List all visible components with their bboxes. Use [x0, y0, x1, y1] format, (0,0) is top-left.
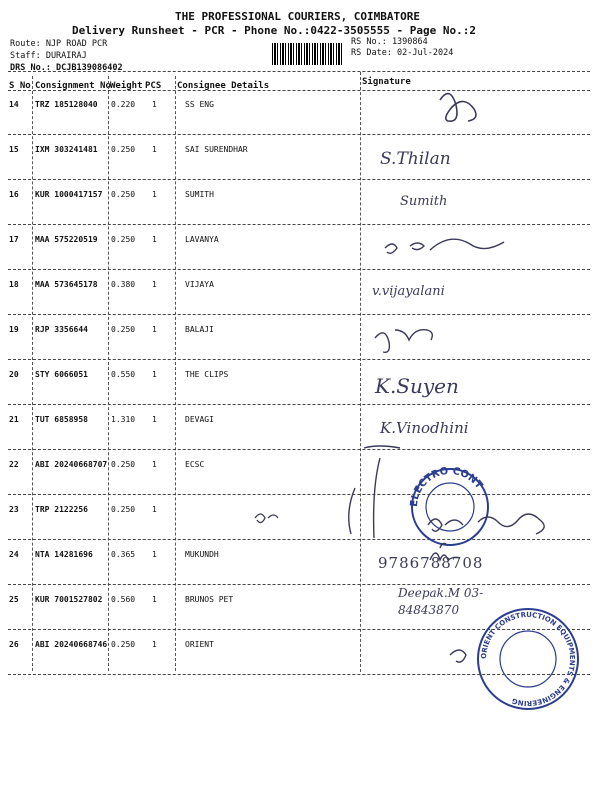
- row-pcs: 1: [152, 370, 157, 379]
- row-consignment: IXM 303241481: [35, 145, 98, 154]
- row-sno: 18: [9, 280, 19, 289]
- row-pcs: 1: [152, 145, 157, 154]
- row-consignment: KUR 7001527802: [35, 595, 103, 604]
- row-signature: S.Thilan: [380, 149, 451, 169]
- company-title: THE PROFESSIONAL COURIERS, COIMBATORE: [175, 10, 421, 23]
- row-consignment: MAA 573645178: [35, 280, 98, 289]
- row-consignee: ORIENT: [185, 640, 214, 649]
- runsheet-title: Delivery Runsheet - PCR - Phone No.:0422-3505555 - Page No.:2: [72, 24, 476, 37]
- row-signature: Deepak.M 03-84843870: [398, 586, 484, 617]
- row-weight: 0.220: [111, 100, 136, 109]
- table-row: [0, 405, 600, 450]
- row-signature: v.vijayalani: [372, 284, 445, 299]
- route-label: Route: NJP ROAD PCR: [10, 39, 108, 49]
- row-pcs: 1: [152, 280, 157, 289]
- col-sno: S No: [9, 81, 31, 91]
- row-sno: 20: [9, 370, 19, 379]
- row-sno: 22: [9, 460, 19, 469]
- row-weight: 0.560: [111, 595, 136, 604]
- table-row: [0, 270, 600, 315]
- col-weight: Weight: [110, 81, 143, 91]
- row-weight: 0.250: [111, 460, 136, 469]
- table-row: [0, 315, 600, 360]
- row-weight: 0.250: [111, 235, 136, 244]
- row-weight: 0.250: [111, 190, 136, 199]
- row-consignment: ABI 20240668746: [35, 640, 108, 649]
- col-pcs: PCS: [145, 81, 162, 91]
- row-consignee: BRUNOS PET: [185, 595, 234, 604]
- row-pcs: 1: [152, 415, 157, 424]
- table-row: [0, 225, 600, 270]
- row-weight: 0.250: [111, 145, 136, 154]
- row-pcs: 1: [152, 550, 157, 559]
- rs-date: RS Date: 02-Jul-2024: [351, 48, 454, 58]
- row-consignee: SAI SURENDHAR: [185, 145, 248, 154]
- row-pcs: 1: [152, 595, 157, 604]
- row-consignee: THE CLIPS: [185, 370, 229, 379]
- row-pcs: 1: [152, 640, 157, 649]
- row-weight: 1.310: [111, 415, 136, 424]
- table-row: [0, 360, 600, 405]
- row-sno: 25: [9, 595, 19, 604]
- header-top-rule: [8, 71, 590, 72]
- row-consignee: SS ENG: [185, 100, 214, 109]
- row-sno: 17: [9, 235, 19, 244]
- row-sno: 21: [9, 415, 19, 424]
- row-weight: 0.250: [111, 325, 136, 334]
- row-weight: 0.250: [111, 640, 136, 649]
- row-consignee: LAVANYA: [185, 235, 219, 244]
- row-signature: 9786788708: [378, 554, 484, 572]
- row-pcs: 1: [152, 235, 157, 244]
- row-consignment: KUR 1000417157: [35, 190, 103, 199]
- table-row: [0, 135, 600, 180]
- row-consignment: TUT 6858958: [35, 415, 88, 424]
- row-signature: K.Suyen: [375, 374, 459, 398]
- row-sno: 14: [9, 100, 19, 109]
- svg-text:ORIENT CONSTRUCTION EQUIPMENTS: [480, 611, 576, 707]
- row-sno: 15: [9, 145, 19, 154]
- rs-number: RS No.: 1390864: [351, 37, 428, 47]
- row-consignee: SUMITH: [185, 190, 214, 199]
- table-row: [0, 180, 600, 225]
- table-row: [0, 495, 600, 540]
- row-signature: K.Vinodhini: [380, 419, 469, 437]
- row-consignee: BALAJI: [185, 325, 214, 334]
- row-pcs: 1: [152, 100, 157, 109]
- row-pcs: 1: [152, 460, 157, 469]
- row-pcs: 1: [152, 190, 157, 199]
- col-signature: Signature: [362, 77, 411, 87]
- col-consignee: Consignee Details: [177, 81, 270, 91]
- electro-stamp: [405, 462, 495, 552]
- orient-stamp: [468, 602, 588, 717]
- row-consignment: RJP 3356644: [35, 325, 88, 334]
- row-pcs: 1: [152, 325, 157, 334]
- row-consignment: ABI 20240668707: [35, 460, 108, 469]
- col-consignment: Consignment No: [35, 81, 111, 91]
- row-weight: 0.250: [111, 505, 136, 514]
- row-sno: 26: [9, 640, 19, 649]
- table-row: [0, 540, 600, 585]
- row-weight: 0.380: [111, 280, 136, 289]
- row-weight: 0.365: [111, 550, 136, 559]
- row-sno: 23: [9, 505, 19, 514]
- barcode: [272, 43, 344, 65]
- orient-stamp-text: ORIENT CONSTRUCTION EQUIPMENTS & ENGINEERING: [479, 610, 577, 708]
- row-sno: 24: [9, 550, 19, 559]
- row-consignment: MAA 575220519: [35, 235, 98, 244]
- row-weight: 0.550: [111, 370, 136, 379]
- row-consignee: DEVAGI: [185, 415, 214, 424]
- staff-label: Staff: DURAIRAJ: [10, 51, 87, 61]
- row-consignment: TRP 2122256: [35, 505, 88, 514]
- row-sno: 16: [9, 190, 19, 199]
- row-consignee: VIJAYA: [185, 280, 214, 289]
- table-row: [0, 90, 600, 135]
- electro-stamp-text: ELECTRO CONT: [408, 465, 485, 508]
- row-consignee: ECSC: [185, 460, 205, 469]
- drs-number: DRS No.: DCJB139086402: [10, 63, 123, 73]
- row-sno: 19: [9, 325, 19, 334]
- row-consignment: NTA 14281696: [35, 550, 93, 559]
- row-consignee: MUKUNDH: [185, 550, 219, 559]
- row-pcs: 1: [152, 505, 157, 514]
- row-consignment: STY 6066051: [35, 370, 88, 379]
- row-consignment: TRZ 185128040: [35, 100, 98, 109]
- table-row: [0, 450, 600, 495]
- row-signature: Sumith: [400, 194, 448, 209]
